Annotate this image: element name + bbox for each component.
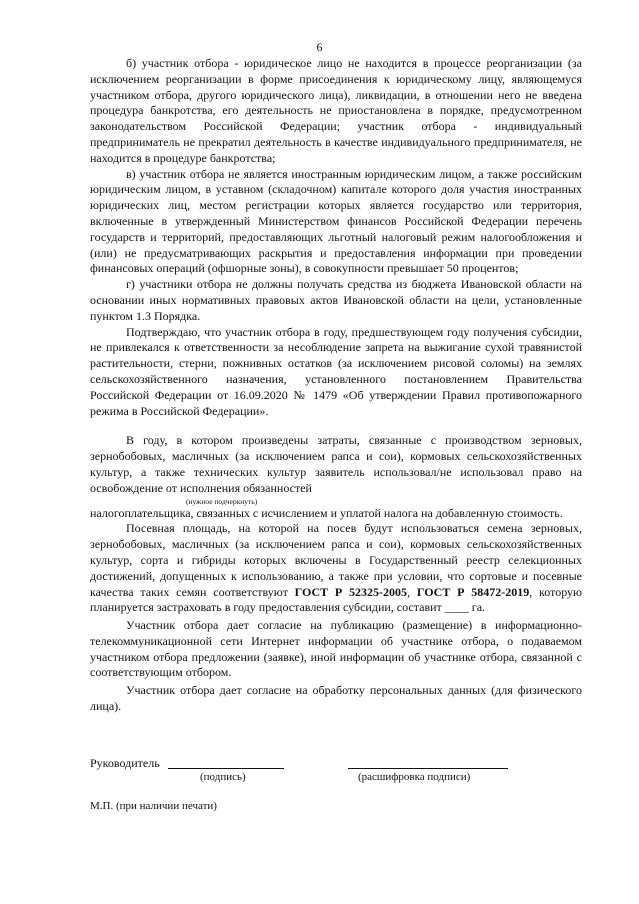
paragraph-year-part2: налогоплательщика, связанных с исчислением и уплатой налога на добавленную стоимость.	[90, 505, 563, 520]
paragraph-consent-publish: Участник отбора дает согласие на публикацию (размещение) в информационно-телекоммуникационной сети Интернет информации об участнике отбора, о подаваемом участником отбора предложении (заявке), иной информации об участнике отбора, связанной с соответствующим отбором.	[90, 618, 582, 680]
paragraph-v: в) участник отбора не является иностранным юридическим лицом, а также российским юридическим лицом, в уставном (складочном) капитале которого доля участия иностранных юридических лиц, местом регистрации которых является государство или территория, включенные в утвержденный Министерством финансов Российской Федерации перечень государств и территорий, предоставляющих льготный налоговый режим налогообложения и (или) не предусматривающих раскрытия и предоставления информации при проведении финансовых операций (офшорные зоны), в совокупности превышает 50 процентов;	[90, 166, 582, 276]
signature-decoding-line	[348, 768, 508, 769]
paragraph-g: г) участники отбора не должны получать средства из бюджета Ивановской области на основании иных нормативных правовых актов Ивановской области на цели, установленные пунктом 1.3 Порядка.	[90, 277, 582, 323]
spacer	[90, 419, 582, 433]
underline-hint: (нужное подчеркнуть)	[186, 496, 258, 506]
paragraph-consent-personal: Участник отбора дает согласие на обработку персональных данных (для физического лица).	[90, 683, 582, 714]
paragraph-area-part1: Посевная площадь, на которой на посев будут использоваться семена зерновых, зернобобовых, масличных (за исключением рапса и сои), кормовых сельскохозяйственных культур, сорта и гибриды которых включены в Государственный реестр селекционных достижений, допущенных к использованию, а также при условии, что сортовые и посевные качества таких семян соответствуют	[90, 521, 582, 599]
gost-2: ГОСТ Р 58472-2019	[416, 584, 530, 599]
stamp-note: М.П. (при наличии печати)	[90, 800, 217, 812]
paragraph-area	[90, 521, 582, 616]
gost-1: ГОСТ Р 52325-2005	[294, 584, 408, 599]
signature-line	[168, 768, 284, 769]
paragraph-b: б) участник отбора - юридическое лицо не находится в процессе реорганизации (за исключением реорганизации в форме присоединения к юридическому лицу, являющемуся участником отбора, другого юридического лица), ликвидации, в отношении него не введена процедура банкротства, его деятельность не приостановлена в порядке, предусмотренном законодательством Российской Федерации; участник отбора - индивидуальный предприниматель не прекратил деятельность в качестве индивидуального предпринимателя, не находится в процедуре банкротства;	[90, 56, 582, 165]
signature-decoding-caption: (расшифровка подписи)	[358, 771, 471, 783]
signature-caption: (подпись)	[200, 771, 246, 783]
document-body	[90, 56, 582, 715]
signature-label: Руководитель	[90, 756, 160, 770]
signature-block	[90, 756, 590, 796]
paragraph-confirm: Подтверждаю, что участник отбора в году, предшествующем году получения субсидии, не привлекался к ответственности за несоблюдение запрета на выжигание сухой травянистой растительности, стерни, пожнивных остатков (за исключением рисовой соломы) на землях сельскохозяйственного назначения, установленного постановлением Правительства Российской Федерации от 16.09.2020 № 1479 «Об утверждении Правил противопожарного режима в Российской Федерации».	[90, 324, 582, 418]
paragraph-area-part2: , которую планируется застраховать в году предоставления субсидии, составит ____ га.	[90, 584, 583, 615]
page-number: 6	[316, 40, 323, 54]
paragraph-year-part1: В году, в котором произведены затраты, связанные с производством зерновых, зернобобовых, масличных (за исключением рапса и сои), кормовых сельскохозяйственных культур, а также технических культур заявитель использовал/не использовал право на освобождение от исполнения обязанностей	[90, 433, 582, 495]
gost-separator: ,	[407, 584, 411, 599]
